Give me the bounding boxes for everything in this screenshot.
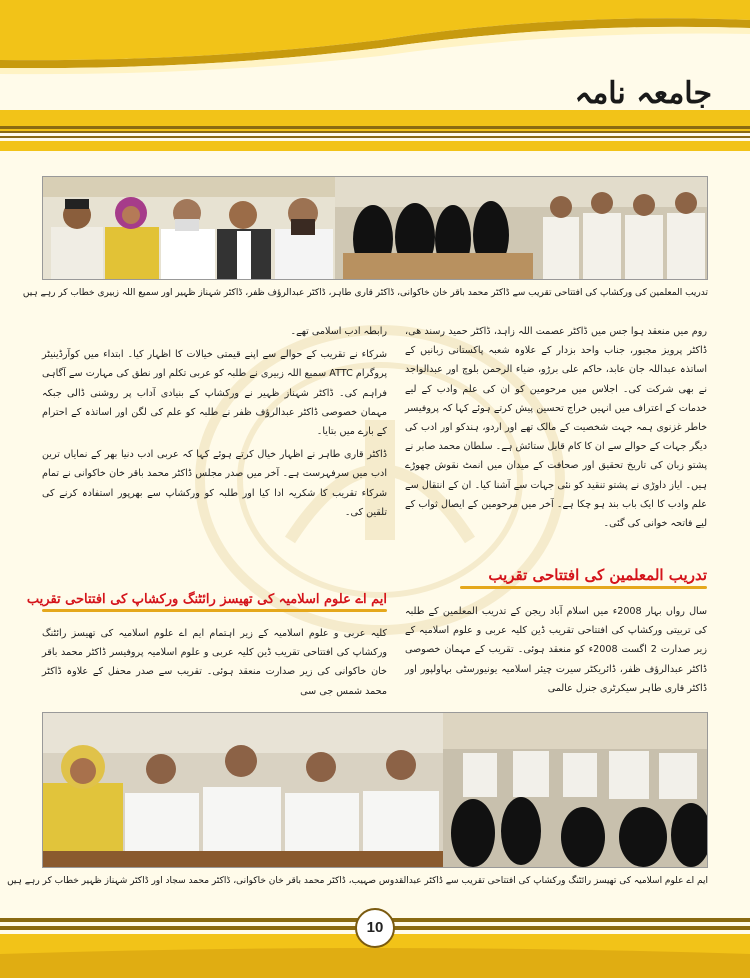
left-column-paragraph-1: رابطہ ادب اسلامی تھے۔ <box>290 326 387 337</box>
right-column-paragraph: روم میں منعقد ہوا جس میں ڈاکٹر عصمت اللہ زاہد، ڈاکٹر حمید رسند ھی، ڈاکٹر پرویز مجبور، جناب واحد بزدار کے علاوہ شعبہ پاکستانی زبانیں کے اساتذہ عبداللہ جان عابد، حاکم علی برڑو، ضیاء الرحمن بلوچ اور عبدالواجد نے بھی شرکت کی۔ اجلاس میں مرحومین کو ان کی علم وادب کے لیے خدمات کے اعتراف میں انہیں خراج تحسین پیش کرتے ہوئے کہا کہ پروفیسر خاطر غزنوی ہمہ جہت شخصیت کے مالک تھے اور اردو، ہندکو اور ادب کی دیگر جہات کے حوالے سے ان کا کام قابل ستائش ہے۔ سلطان محمد صابر نے پشتو زبان کی تاریخ تحقیق اور صحافت کے میدان میں انمٹ نقوش چھوڑے ہیں۔ ایاز داوڑی نے پشتو تنقید کو نئی جہات سے آشنا کیا۔ ان کے انتقال سے علم وادب کا ایک باب بند ہو چکا ہے۔ آخر میں مرحومین کے ایصال ثواب کے لیے فاتحہ خوانی کی گئی۔ <box>405 326 707 530</box>
left-column-lower <box>42 624 387 704</box>
section-heading-thesis <box>26 592 387 612</box>
top-photo <box>42 176 708 280</box>
left-column <box>42 322 387 584</box>
section-heading-thesis-text: ایم اے علوم اسلامیہ کی تھیسز رائٹنگ ورکشاپ کی افتتاحی تقریب <box>26 592 387 607</box>
heading-underline <box>460 586 707 589</box>
bottom-photo <box>42 712 708 868</box>
right-column-paragraph-2: سال رواں بہار 2008ء میں اسلام آباد ریجن کے تدریب المعلمین کے طلبہ کی تربیتی ورکشاپ کی افتتاحی تقریب ڈین کلیہ عربی و علوم اسلامیہ کے زیر صدارت 2 اگست 2008ء کو منعقد ہوئی۔ تقریب کے مہمان خصوصی ڈاکٹر عبدالرؤف ظفر، ڈائریکٹر سیرت چیئر اسلامیہ یونیورسٹی بہاولپور اور ڈاکٹر قاری طاہر سیکرٹری جنرل عالمی <box>405 606 708 694</box>
section-heading-tadreeb <box>460 566 707 589</box>
section-heading-tadreeb-text: تدریب المعلمین کی افتتاحی تقریب <box>488 566 707 584</box>
magazine-title: جامعہ نامہ <box>574 76 712 111</box>
page-number: 10 <box>355 908 395 948</box>
top-photo-caption: تدریب المعلمین کی ورکشاپ کی افتتاحی تقریب سے ڈاکٹر محمد باقر خان خاکوانی، ڈاکٹر قاری طاہر، ڈاکٹر عبدالرؤف ظفر، ڈاکٹر شہناز ظہیر اور سمیع اللہ زبیری خطاب کر رہے ہیں <box>22 288 708 298</box>
heading-underline <box>42 609 387 612</box>
right-column <box>405 322 707 560</box>
left-column-paragraph-3: ڈاکٹر قاری طاہر نے اظہار خیال کرتے ہوئے کہا کہ عربی ادب دنیا بھر کے نمایاں ترین ادب میں سرفہرست ہے۔ آخر میں صدر مجلس ڈاکٹر محمد باقر خان خاکوانی نے تمام شرکاء تقریب کا شکریہ ادا کیا اور طلبہ کو ورکشاپ سے بھرپور استفادہ کرنے کی تلقین کی۔ <box>42 449 387 518</box>
left-column-paragraph-2: شرکاء نے تقریب کے حوالے سے اپنے قیمتی خیالات کا اظہار کیا۔ ابتداء میں کوآرڈینیٹر پروگرام ATTC سمیع اللہ زبیری نے طلبہ کو عربی تکلم اور نطق کی مہارت سے آگاہی فراہم کی۔ ڈاکٹر شہناز ظہیر نے ورکشاپ کے بنیادی آداب پر روشنی ڈالی جبکہ مہمان خصوصی ڈاکٹر عبدالرؤف ظفر نے طلبہ کو علم کی لگن اور اساتذہ کے احترام کے بارے میں بتایا۔ <box>42 349 387 438</box>
right-column-lower <box>405 602 707 702</box>
bottom-photo-caption: ایم اے علوم اسلامیہ کی تھیسز رائٹنگ ورکشاپ کی افتتاحی تقریب سے ڈاکٹر عبدالقدوس صہیب، ڈاکٹر محمد باقر خان خاکوانی، ڈاکٹر محمد سجاد اور ڈاکٹر شہناز ظہیر خطاب کر رہے ہیں <box>7 876 708 886</box>
left-column-paragraph-4: کلیہ عربی و علوم اسلامیہ کے زیر اہتمام ایم اے علوم اسلامیہ کی تھیسز رائٹنگ ورکشاپ کی افتتاحی تقریب ڈین کلیہ عربی و علوم اسلامیہ پروفیسر ڈاکٹر محمد باقر خان خاکوانی کی زیر صدارت منعقد ہوئی۔ تقریب سے صدر محفل کے علاوہ ڈاکٹر محمد شمس جی سی <box>42 628 387 697</box>
